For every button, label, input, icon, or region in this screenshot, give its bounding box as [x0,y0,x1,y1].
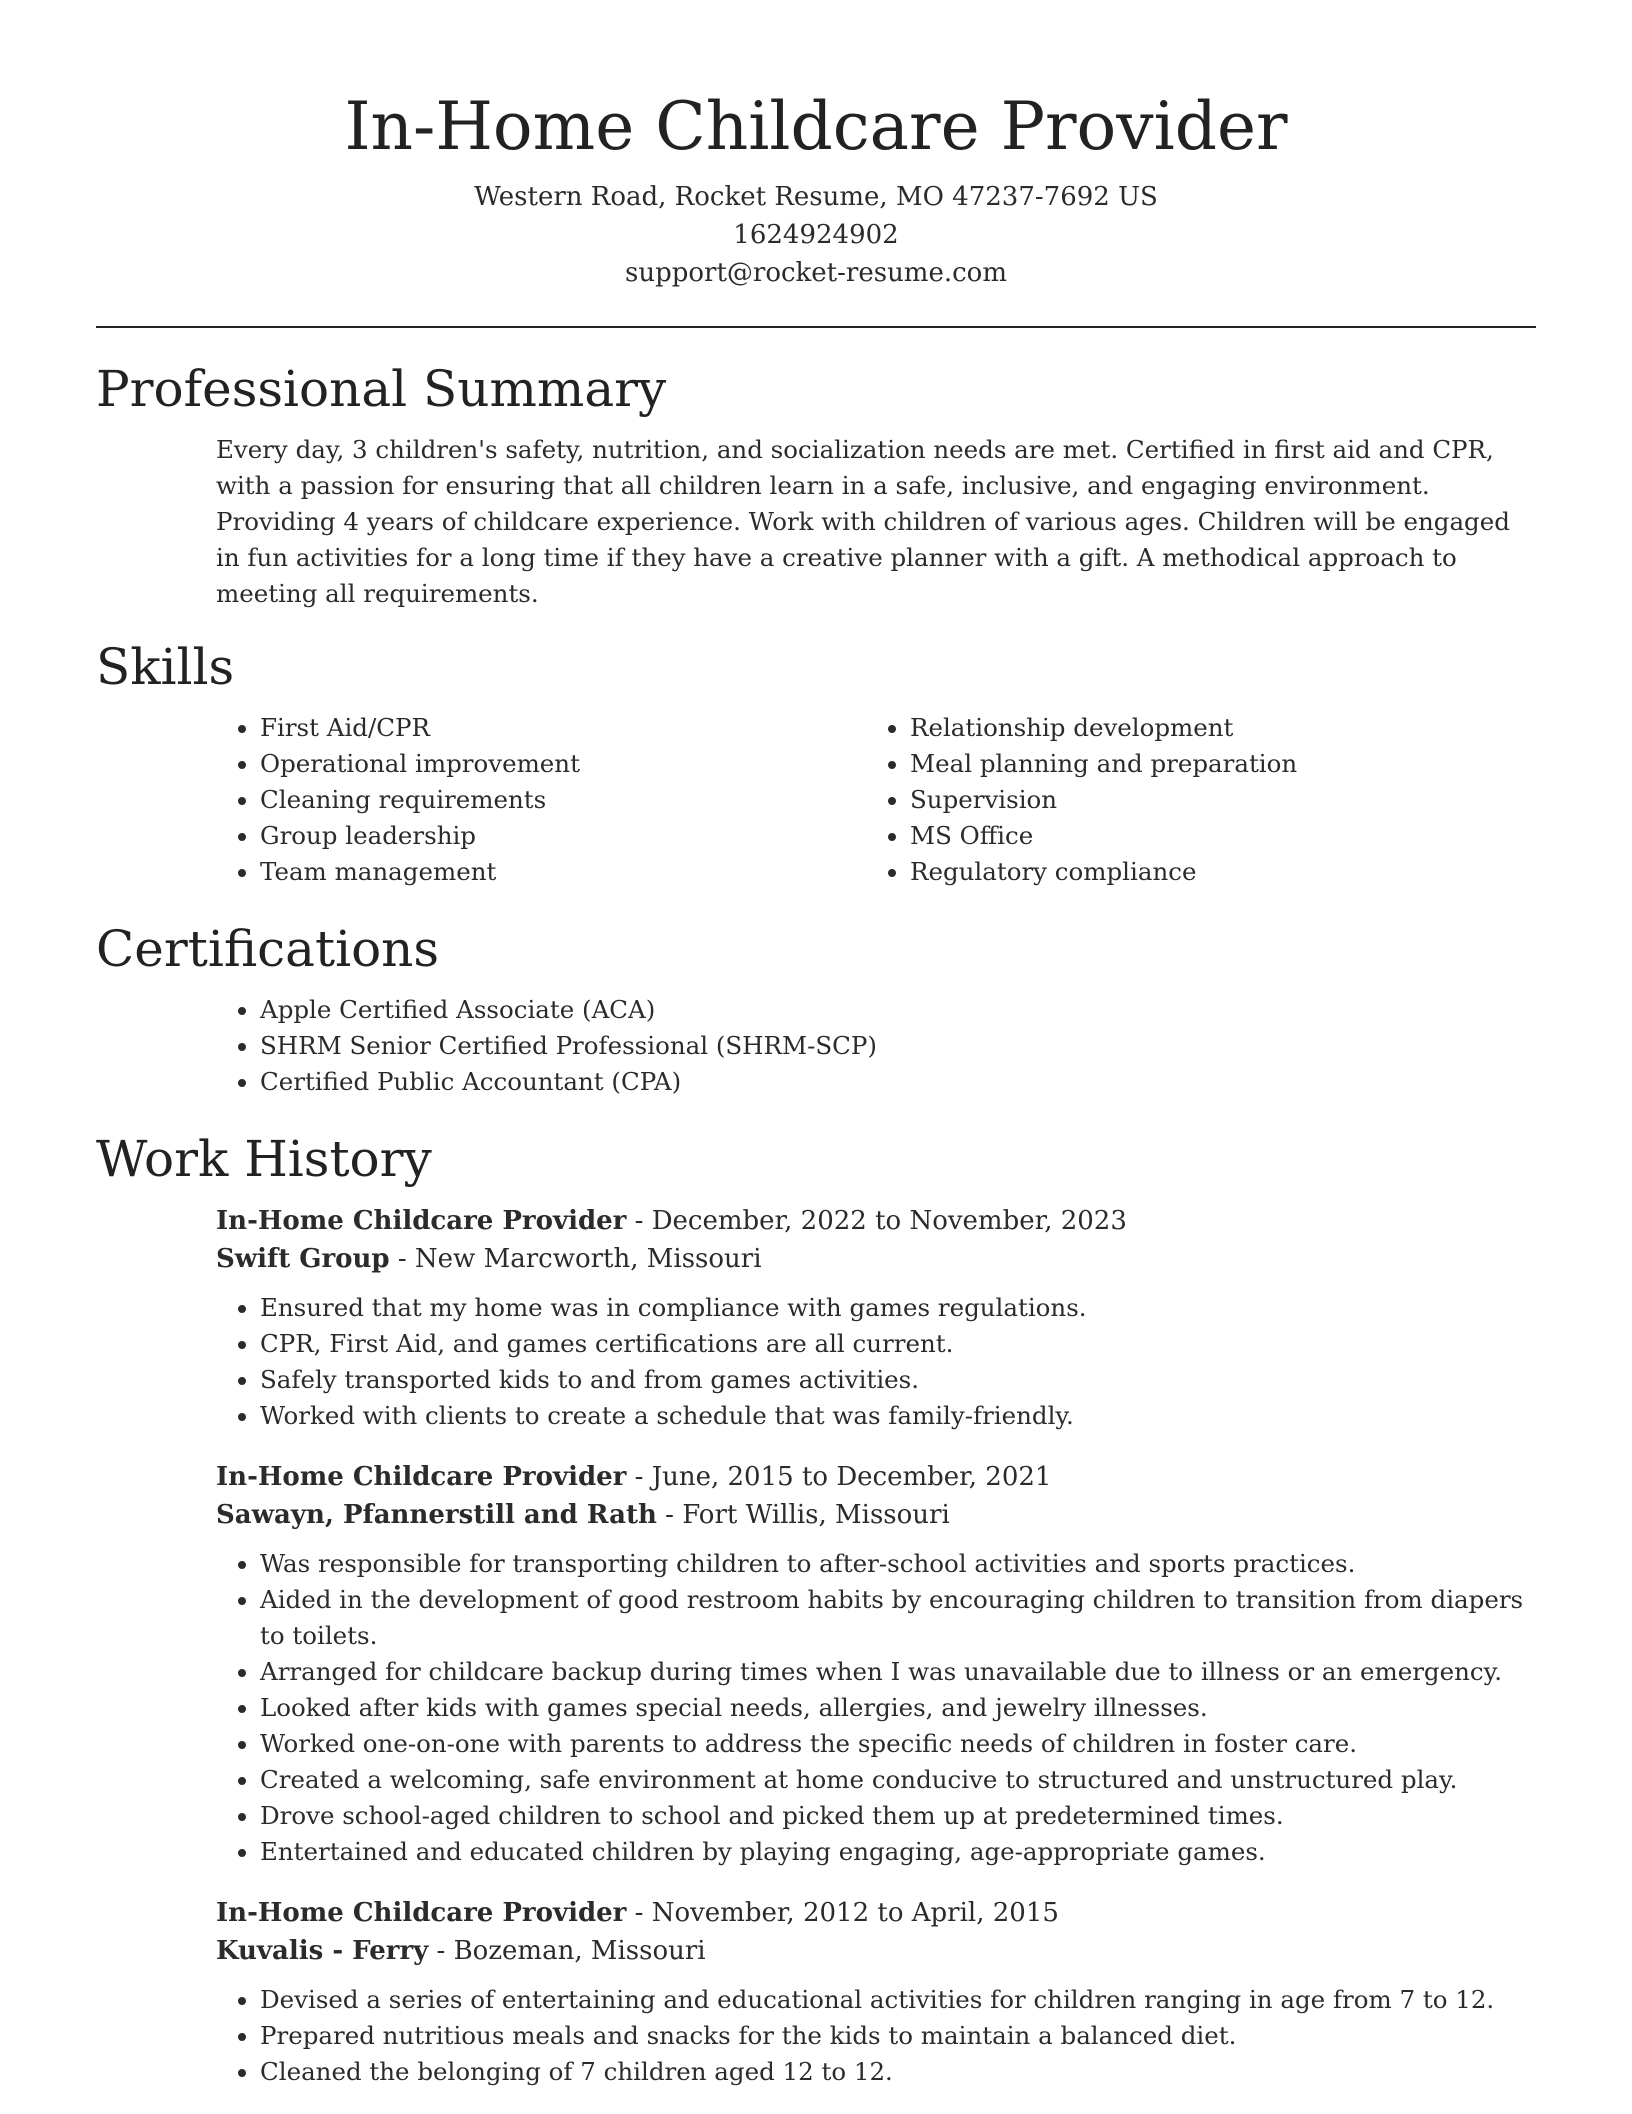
certification-item: • Apple Certified Associate (ACA) [260,992,1536,1028]
job-bullet: • Created a welcoming, safe environment at home conducive to structured and unstructured play. [260,1762,1536,1798]
job-bullet: • Drove school-aged children to school and picked them up at predetermined times. [260,1798,1536,1834]
skills-title: Skills [96,638,235,696]
skills-section [96,634,1536,890]
job-bullet: • Looked after kids with games special needs, allergies, and jewelry illnesses. [260,1690,1536,1726]
job-company: Kuvalis - Ferry [216,1936,429,1966]
job-company: Sawayn, Pfannerstill and Rath [216,1500,657,1530]
summary-section [96,356,1536,612]
job-company: Swift Group [216,1244,390,1274]
job-bullet: • Worked with clients to create a schedule that was family-friendly. [260,1398,1536,1434]
skill-item: • Cleaning requirements [260,782,866,818]
job-bullet: • Devised a series of entertaining and educational activities for children ranging in age from 7 to 12. [260,1982,1536,2018]
job-bullet: • Ensured that my home was in compliance with games regulations. [260,1290,1536,1326]
job-heading [216,1894,1536,1932]
job-location: - Bozeman, Missouri [428,1936,706,1966]
job-bullet: • Was responsible for transporting children to after-school activities and sports practices. [260,1546,1536,1582]
certification-item: • Certified Public Accountant (CPA) [260,1064,1536,1100]
contact-email: support@rocket-resume.com [624,258,1007,288]
certifications-title: Certifications [96,920,440,978]
job-bullet: • CPR, First Aid, and games certifications are all current. [260,1326,1536,1362]
job-title: In-Home Childcare Provider [216,1898,627,1928]
certifications-section [96,916,1536,1100]
skills-column-left [216,710,866,890]
certification-item: • SHRM Senior Certified Professional (SHRM-SCP) [260,1028,1536,1064]
job-bullet: • Cleaned the belonging of 7 children aged 12 to 12. [260,2054,1536,2090]
job-location: - Fort Willis, Missouri [656,1500,950,1530]
skill-item: • First Aid/CPR [260,710,866,746]
skill-item: • Meal planning and preparation [910,746,1516,782]
work-history-title: Work History [96,1130,432,1188]
skill-item: • Operational improvement [260,746,866,782]
job-entry [96,1458,1536,1870]
job-entry [96,1202,1536,1434]
resume-header [96,0,1536,292]
header-divider [96,326,1536,328]
job-bullet: • Safely transported kids to and from games activities. [260,1362,1536,1398]
job-location: - New Marcworth, Missouri [389,1244,762,1274]
contact-phone: 1624924902 [733,220,899,250]
summary-text: Every day, 3 children's safety, nutrition, and socialization needs are met. Certified in first aid and CPR, with a passion for ensuring that all children learn in a safe, inclusive, and engaging environment. Providing 4 years of childcare experience. Work with children of various ages. Children will be engaged in fun activities for a long time if they have a creative planner with a gift. A methodical approach to meeting all requirements. [216,435,1510,608]
job-heading [216,1202,1536,1240]
job-dates: - November, 2012 to April, 2015 [626,1898,1059,1928]
job-employer [216,1240,1536,1278]
job-bullet: • Entertained and educated children by playing engaging, age-appropriate games. [260,1834,1536,1870]
contact-block [96,178,1536,292]
job-entry [96,1894,1536,2090]
job-title: In-Home Childcare Provider [216,1206,627,1236]
job-bullet: • Worked one-on-one with parents to address the specific needs of children in foster care. [260,1726,1536,1762]
resume-page [96,0,1536,2114]
skill-item: • Group leadership [260,818,866,854]
job-dates: - June, 2015 to December, 2021 [626,1462,1052,1492]
job-dates: - December, 2022 to November, 2023 [626,1206,1127,1236]
skill-item: • Relationship development [910,710,1516,746]
skill-item: • Supervision [910,782,1516,818]
job-bullet: • Aided in the development of good restroom habits by encouraging children to transition from diapers to toilets. [260,1582,1536,1654]
candidate-name: In-Home Childcare Provider [344,88,1288,165]
work-history-section [96,1126,1536,2090]
job-title: In-Home Childcare Provider [216,1462,627,1492]
job-bullet: • Arranged for childcare backup during times when I was unavailable due to illness or an emergency. [260,1654,1536,1690]
job-employer [216,1932,1536,1970]
skills-column-right [866,710,1516,890]
job-heading [216,1458,1536,1496]
skill-item: • MS Office [910,818,1516,854]
skill-item: • Regulatory compliance [910,854,1516,890]
job-bullet: • Prepared nutritious meals and snacks for the kids to maintain a balanced diet. [260,2018,1536,2054]
job-employer [216,1496,1536,1534]
contact-address: Western Road, Rocket Resume, MO 47237-7692 US [474,182,1158,212]
summary-title: Professional Summary [96,360,667,418]
skill-item: • Team management [260,854,866,890]
